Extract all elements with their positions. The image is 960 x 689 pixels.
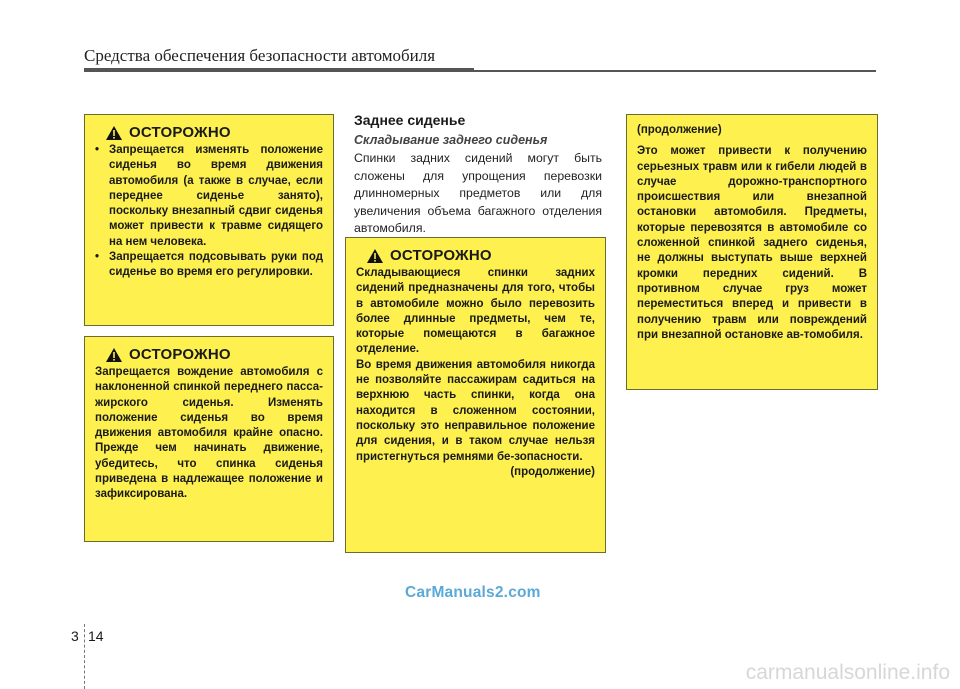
warning-title: ОСТОРОЖНО <box>390 247 492 265</box>
warning-title: ОСТОРОЖНО <box>129 346 231 364</box>
page-number: 14 <box>88 628 104 644</box>
warning-paragraph: Во время движения автомобиля никогда не позволяйте пассажирам садиться на верхнюю часть спинки, когда она находится в сложенном состоянии, поскольку это неправильное положение для сидения, и в таком случае нельзя пристегнуться ремнями бе-зопасности. <box>356 358 595 463</box>
warning-box-reclined-seat <box>84 336 334 542</box>
warning-box-folding-seat <box>345 237 606 553</box>
watermark-link[interactable]: CarManuals2.com <box>405 584 541 601</box>
warning-header <box>366 248 595 264</box>
warning-triangle-icon <box>105 125 123 141</box>
warning-bullet <box>95 143 323 250</box>
bullet-dot: • <box>95 144 100 156</box>
warning-header <box>105 347 323 363</box>
continued-heading: (продолжение) <box>637 124 722 136</box>
warning-box-seat-adjust <box>84 114 334 326</box>
section-title: Заднее сиденье <box>354 112 466 128</box>
warning-title: ОСТОРОЖНО <box>129 124 231 142</box>
warning-text: Это может привести к получению серьезных травм или к гибели людей в случае дорожно-транспортного происшествия или внезапной остановки автомобиля. Предметы, которые перевозятся в автомобиле со сложенной спинкой заднего сиденья, не должны выступать выше верхней кромки передних сидений. В противном случае груз может переместиться вперед и привести в получению травм или повреждений при внезапной остановке ав-томобиля. <box>637 145 867 341</box>
warning-header <box>105 125 323 141</box>
warning-paragraph: Складывающиеся спинки задних сидений предназначены для того, чтобы в автомобиле можно было перевозить более длинные предметы, чем те, которые помещаются в багажное отделение. <box>356 267 595 356</box>
header-rule <box>84 70 876 72</box>
warning-text: Запрещается вождение автомобиля с наклоненной спинкой переднего пасса-жирского сиденья. Изменять положение сиденья во время движения автомобиля крайне опасно. Прежде чем начинать движение, убедитесь, что спинка сиденья приведена в надлежащее положение и зафиксирована. <box>95 366 323 501</box>
warning-bullet <box>95 250 323 281</box>
warning-bullet-text: Запрещается подсовывать руки под сиденье во время его регулировки. <box>109 251 323 279</box>
footer-divider <box>84 624 85 689</box>
continued-label: (продолжение) <box>510 465 595 478</box>
section-subtitle: Складывание заднего сиденья <box>354 133 548 147</box>
chapter-number: 3 <box>71 628 79 644</box>
warning-box-continued <box>626 114 878 390</box>
warning-triangle-icon <box>366 248 384 264</box>
bullet-dot: • <box>95 251 100 264</box>
page-header-title: Средства обеспечения безопасности автомобиля <box>84 46 436 65</box>
site-watermark: carmanualsonline.info <box>745 661 950 684</box>
warning-triangle-icon <box>105 347 123 363</box>
section-paragraph: Спинки задних сидений могут быть сложены для упрощения перевозки длинномерных предметов или для увеличения объема багажного отделения автомобиля. <box>354 151 602 235</box>
warning-bullet-text: Запрещается изменять положение сиденья во время движения автомобиля (а также в случае, если переднее сиденье занято), поскольку внезапный сдвиг сиденья может привести к травме сидящего на нем человека. <box>109 144 323 248</box>
